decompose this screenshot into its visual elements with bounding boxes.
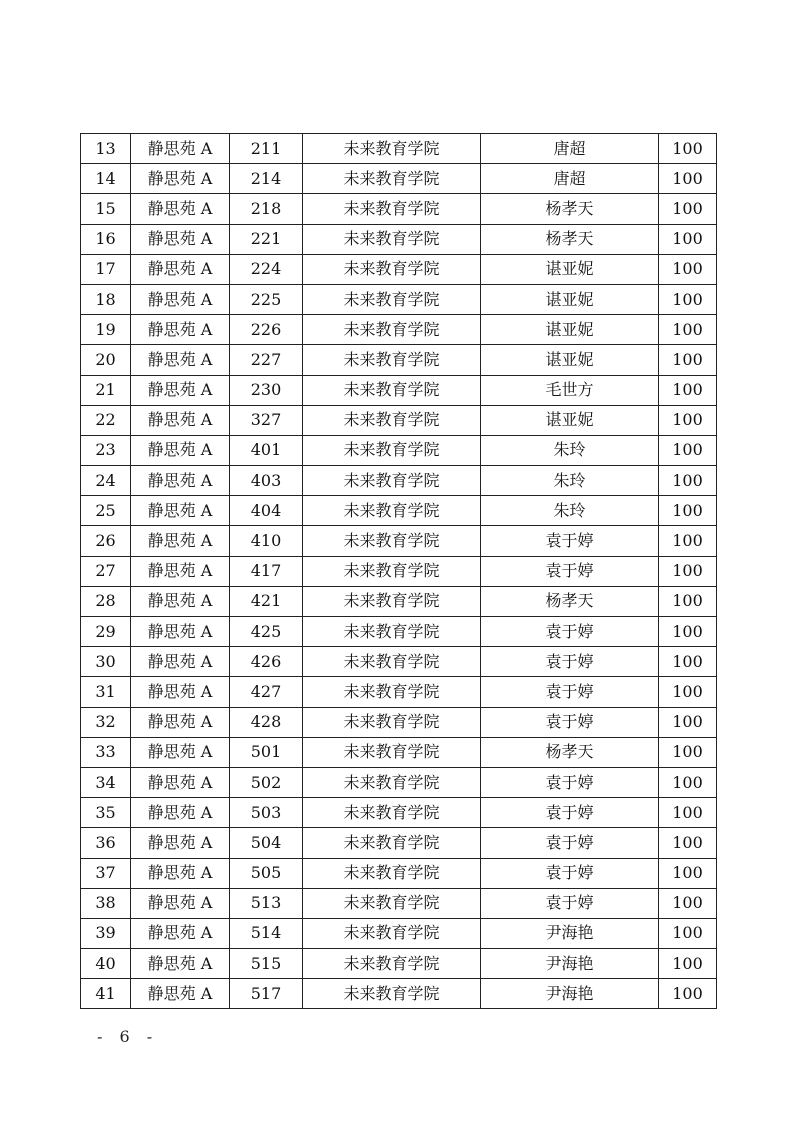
table-row	[81, 134, 717, 164]
table-row	[81, 466, 717, 496]
cell-college: 未来教育学院	[303, 918, 481, 948]
cell-score: 100	[659, 254, 717, 284]
cell-college: 未来教育学院	[303, 224, 481, 254]
cell-room: 425	[230, 617, 303, 647]
cell-score: 100	[659, 677, 717, 707]
table-row	[81, 224, 717, 254]
cell-name: 朱玲	[481, 466, 659, 496]
cell-room: 504	[230, 828, 303, 858]
cell-name: 唐超	[481, 164, 659, 194]
cell-name: 杨孝天	[481, 737, 659, 767]
cell-room: 230	[230, 375, 303, 405]
page-number: - 6 -	[97, 1027, 159, 1046]
cell-name: 谌亚妮	[481, 315, 659, 345]
cell-building: 静思苑 A	[131, 496, 230, 526]
cell-name: 袁于婷	[481, 677, 659, 707]
cell-name: 袁于婷	[481, 798, 659, 828]
cell-college: 未来教育学院	[303, 315, 481, 345]
cell-college: 未来教育学院	[303, 164, 481, 194]
cell-score: 100	[659, 828, 717, 858]
cell-name: 尹海艳	[481, 979, 659, 1009]
table-row	[81, 164, 717, 194]
cell-building: 静思苑 A	[131, 737, 230, 767]
cell-room: 517	[230, 979, 303, 1009]
cell-seq: 25	[81, 496, 131, 526]
cell-seq: 13	[81, 134, 131, 164]
cell-score: 100	[659, 556, 717, 586]
cell-name: 袁于婷	[481, 828, 659, 858]
cell-seq: 18	[81, 284, 131, 314]
cell-name: 袁于婷	[481, 767, 659, 797]
cell-college: 未来教育学院	[303, 949, 481, 979]
cell-room: 515	[230, 949, 303, 979]
cell-room: 427	[230, 677, 303, 707]
cell-college: 未来教育学院	[303, 134, 481, 164]
cell-score: 100	[659, 647, 717, 677]
table-row	[81, 496, 717, 526]
cell-score: 100	[659, 586, 717, 616]
cell-building: 静思苑 A	[131, 224, 230, 254]
table-row	[81, 767, 717, 797]
cell-college: 未来教育学院	[303, 375, 481, 405]
cell-room: 428	[230, 707, 303, 737]
cell-name: 袁于婷	[481, 556, 659, 586]
cell-seq: 32	[81, 707, 131, 737]
cell-building: 静思苑 A	[131, 979, 230, 1009]
cell-name: 杨孝天	[481, 586, 659, 616]
cell-room: 403	[230, 466, 303, 496]
cell-score: 100	[659, 918, 717, 948]
cell-seq: 36	[81, 828, 131, 858]
cell-score: 100	[659, 496, 717, 526]
cell-room: 513	[230, 888, 303, 918]
cell-name: 袁于婷	[481, 858, 659, 888]
cell-name: 谌亚妮	[481, 405, 659, 435]
cell-seq: 38	[81, 888, 131, 918]
table-row	[81, 949, 717, 979]
cell-building: 静思苑 A	[131, 375, 230, 405]
cell-name: 袁于婷	[481, 617, 659, 647]
cell-college: 未来教育学院	[303, 526, 481, 556]
cell-seq: 14	[81, 164, 131, 194]
cell-name: 尹海艳	[481, 949, 659, 979]
cell-seq: 30	[81, 647, 131, 677]
table-row	[81, 647, 717, 677]
cell-room: 227	[230, 345, 303, 375]
cell-building: 静思苑 A	[131, 918, 230, 948]
table-row	[81, 345, 717, 375]
cell-room: 514	[230, 918, 303, 948]
cell-score: 100	[659, 315, 717, 345]
cell-college: 未来教育学院	[303, 284, 481, 314]
cell-score: 100	[659, 707, 717, 737]
cell-room: 505	[230, 858, 303, 888]
cell-building: 静思苑 A	[131, 858, 230, 888]
cell-building: 静思苑 A	[131, 767, 230, 797]
cell-seq: 40	[81, 949, 131, 979]
table-row	[81, 888, 717, 918]
cell-room: 214	[230, 164, 303, 194]
table-row	[81, 858, 717, 888]
cell-seq: 34	[81, 767, 131, 797]
cell-score: 100	[659, 617, 717, 647]
dormitory-score-table	[80, 133, 717, 1009]
table-row	[81, 798, 717, 828]
cell-room: 502	[230, 767, 303, 797]
cell-seq: 27	[81, 556, 131, 586]
cell-building: 静思苑 A	[131, 345, 230, 375]
cell-building: 静思苑 A	[131, 435, 230, 465]
cell-score: 100	[659, 375, 717, 405]
cell-seq: 29	[81, 617, 131, 647]
cell-score: 100	[659, 767, 717, 797]
cell-room: 421	[230, 586, 303, 616]
cell-score: 100	[659, 405, 717, 435]
cell-score: 100	[659, 194, 717, 224]
cell-name: 毛世方	[481, 375, 659, 405]
table-row	[81, 405, 717, 435]
cell-seq: 41	[81, 979, 131, 1009]
cell-seq: 17	[81, 254, 131, 284]
cell-college: 未来教育学院	[303, 888, 481, 918]
table-row	[81, 194, 717, 224]
cell-room: 327	[230, 405, 303, 435]
cell-college: 未来教育学院	[303, 858, 481, 888]
table-row	[81, 526, 717, 556]
cell-college: 未来教育学院	[303, 647, 481, 677]
cell-college: 未来教育学院	[303, 798, 481, 828]
cell-seq: 26	[81, 526, 131, 556]
cell-score: 100	[659, 224, 717, 254]
cell-name: 谌亚妮	[481, 284, 659, 314]
cell-college: 未来教育学院	[303, 707, 481, 737]
cell-name: 袁于婷	[481, 647, 659, 677]
table-row	[81, 979, 717, 1009]
cell-building: 静思苑 A	[131, 798, 230, 828]
table-row	[81, 677, 717, 707]
cell-building: 静思苑 A	[131, 254, 230, 284]
table-row	[81, 315, 717, 345]
cell-building: 静思苑 A	[131, 647, 230, 677]
cell-building: 静思苑 A	[131, 707, 230, 737]
cell-building: 静思苑 A	[131, 194, 230, 224]
cell-room: 401	[230, 435, 303, 465]
cell-seq: 15	[81, 194, 131, 224]
cell-score: 100	[659, 345, 717, 375]
cell-college: 未来教育学院	[303, 677, 481, 707]
cell-name: 谌亚妮	[481, 254, 659, 284]
cell-room: 211	[230, 134, 303, 164]
cell-seq: 23	[81, 435, 131, 465]
cell-college: 未来教育学院	[303, 345, 481, 375]
cell-room: 417	[230, 556, 303, 586]
cell-seq: 35	[81, 798, 131, 828]
table-row	[81, 586, 717, 616]
cell-seq: 19	[81, 315, 131, 345]
cell-college: 未来教育学院	[303, 254, 481, 284]
cell-building: 静思苑 A	[131, 556, 230, 586]
cell-room: 501	[230, 737, 303, 767]
table-row	[81, 828, 717, 858]
cell-seq: 21	[81, 375, 131, 405]
cell-score: 100	[659, 466, 717, 496]
table-row	[81, 707, 717, 737]
cell-room: 221	[230, 224, 303, 254]
cell-college: 未来教育学院	[303, 466, 481, 496]
cell-building: 静思苑 A	[131, 949, 230, 979]
cell-building: 静思苑 A	[131, 617, 230, 647]
table-row	[81, 375, 717, 405]
cell-seq: 37	[81, 858, 131, 888]
cell-seq: 31	[81, 677, 131, 707]
cell-seq: 28	[81, 586, 131, 616]
cell-building: 静思苑 A	[131, 315, 230, 345]
cell-score: 100	[659, 979, 717, 1009]
cell-name: 杨孝天	[481, 224, 659, 254]
cell-college: 未来教育学院	[303, 496, 481, 526]
cell-score: 100	[659, 134, 717, 164]
cell-score: 100	[659, 858, 717, 888]
cell-seq: 33	[81, 737, 131, 767]
cell-college: 未来教育学院	[303, 767, 481, 797]
cell-room: 224	[230, 254, 303, 284]
table-row	[81, 918, 717, 948]
table-row	[81, 556, 717, 586]
cell-college: 未来教育学院	[303, 586, 481, 616]
cell-college: 未来教育学院	[303, 556, 481, 586]
cell-name: 袁于婷	[481, 707, 659, 737]
cell-building: 静思苑 A	[131, 526, 230, 556]
cell-room: 225	[230, 284, 303, 314]
cell-college: 未来教育学院	[303, 435, 481, 465]
cell-building: 静思苑 A	[131, 466, 230, 496]
cell-name: 朱玲	[481, 496, 659, 526]
cell-score: 100	[659, 526, 717, 556]
cell-building: 静思苑 A	[131, 828, 230, 858]
cell-room: 503	[230, 798, 303, 828]
table-row	[81, 617, 717, 647]
table-row	[81, 284, 717, 314]
cell-room: 410	[230, 526, 303, 556]
cell-score: 100	[659, 164, 717, 194]
cell-room: 218	[230, 194, 303, 224]
cell-college: 未来教育学院	[303, 194, 481, 224]
cell-score: 100	[659, 435, 717, 465]
cell-name: 袁于婷	[481, 526, 659, 556]
cell-seq: 24	[81, 466, 131, 496]
cell-college: 未来教育学院	[303, 617, 481, 647]
cell-score: 100	[659, 284, 717, 314]
cell-building: 静思苑 A	[131, 405, 230, 435]
cell-name: 唐超	[481, 134, 659, 164]
cell-name: 谌亚妮	[481, 345, 659, 375]
table-row	[81, 737, 717, 767]
cell-name: 朱玲	[481, 435, 659, 465]
cell-score: 100	[659, 798, 717, 828]
cell-seq: 39	[81, 918, 131, 948]
cell-seq: 22	[81, 405, 131, 435]
table-body	[81, 134, 717, 1009]
table-row	[81, 254, 717, 284]
cell-score: 100	[659, 949, 717, 979]
cell-college: 未来教育学院	[303, 979, 481, 1009]
cell-college: 未来教育学院	[303, 828, 481, 858]
cell-college: 未来教育学院	[303, 737, 481, 767]
cell-name: 杨孝天	[481, 194, 659, 224]
cell-building: 静思苑 A	[131, 677, 230, 707]
cell-building: 静思苑 A	[131, 164, 230, 194]
cell-building: 静思苑 A	[131, 134, 230, 164]
cell-seq: 16	[81, 224, 131, 254]
cell-building: 静思苑 A	[131, 586, 230, 616]
cell-room: 426	[230, 647, 303, 677]
cell-name: 尹海艳	[481, 918, 659, 948]
cell-seq: 20	[81, 345, 131, 375]
cell-room: 226	[230, 315, 303, 345]
cell-name: 袁于婷	[481, 888, 659, 918]
cell-score: 100	[659, 737, 717, 767]
cell-building: 静思苑 A	[131, 284, 230, 314]
cell-room: 404	[230, 496, 303, 526]
cell-score: 100	[659, 888, 717, 918]
table-row	[81, 435, 717, 465]
cell-college: 未来教育学院	[303, 405, 481, 435]
cell-building: 静思苑 A	[131, 888, 230, 918]
